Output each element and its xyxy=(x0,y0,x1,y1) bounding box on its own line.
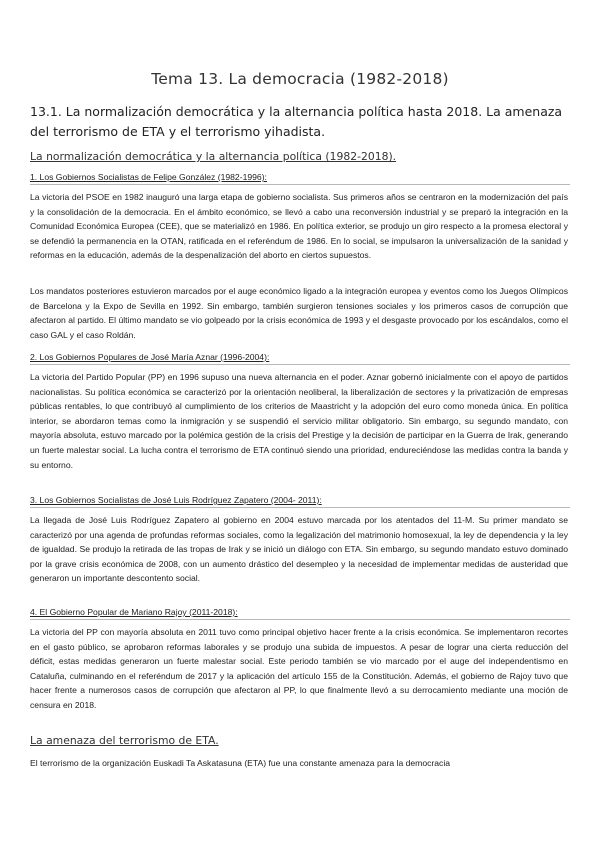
paragraph-gonzalez-1: La victoria del PSOE en 1982 inauguró una larga etapa de gobierno socialista. Sus primeros años se centraron en la modernización del país y la consolidación de la democracia. En el ámbito económico, se llevó a cabo una reconversión industrial y se preparó la integración en la Comunidad Económica Europea (CEE), que se materializó en 1986. En política exterior, se produjo un giro respecto a la promesa electoral y se defendió la permanencia en la OTAN, ratificada en el referéndum de 1986. En lo social, se impulsaron la universalización de la sanidad y reformas en la educación, además de la despenalización del aborto en ciertos supuestos. xyxy=(30,192,568,261)
eta-heading: La amenaza del terrorismo de ETA. xyxy=(30,734,219,747)
divider xyxy=(30,184,570,185)
divider xyxy=(30,619,570,620)
section-heading-zapatero: 3. Los Gobiernos Socialistas de José Luis Rodríguez Zapatero (2004- 2011): xyxy=(30,495,322,505)
section-heading-aznar: 2. Los Gobiernos Populares de José María Aznar (1996-2004): xyxy=(30,352,270,362)
divider xyxy=(30,507,570,508)
paragraph-rajoy: La victoria del PP con mayoría absoluta en 2011 tuvo como principal objetivo hacer frente a la crisis económica. Se implementaron recortes en el gasto público, se aprobaron reformas laborales y se produjo una subida de impuestos. A pesar de lograr una cierta reducción del déficit, estas medidas generaron un fuerte malestar social. Este periodo también se vio marcado por el auge del independentismo en Cataluña, culminando en el referéndum de 2017 y la aplicación del artículo 155 de la Constitución. Además, el gobierno de Rajoy tuvo que hacer frente a numerosos casos de corrupción que afectaron al PP, lo que finalmente llevó a su derrocamiento mediante una moción de censura en 2018. xyxy=(30,627,568,710)
paragraph-eta: El terrorismo de la organización Euskadi Ta Askatasuna (ETA) fue una constante amenaza para la democracia xyxy=(30,758,451,768)
page-title: Tema 13. La democracia (1982-2018) xyxy=(151,70,449,88)
paragraph-gonzalez-2: Los mandatos posteriores estuvieron marcados por el auge económico ligado a la integración europea y eventos como los Juegos Olímpicos de Barcelona y la Expo de Sevilla en 1992. Sin embargo, también surgieron tensiones sociales y los primeros casos de corrupción que afectaron al partido. El último mandato se vio golpeado por la crisis económica de 1993 y el desgaste provocado por los escándalos, como el caso GAL y el caso Roldán. xyxy=(30,286,568,340)
section-heading-gonzalez: 1. Los Gobiernos Socialistas de Felipe González (1982-1996): xyxy=(30,172,267,182)
section-heading-rajoy: 4. El Gobierno Popular de Mariano Rajoy (2011-2018): xyxy=(30,607,238,617)
topic-subtitle: 13.1. La normalización democrática y la alternancia política hasta 2018. La amenaza del terrorismo de ETA y el terrorismo yihadista. xyxy=(30,104,563,139)
paragraph-zapatero: La llegada de José Luis Rodríguez Zapatero al gobierno en 2004 estuvo marcada por los atentados del 11-M. Su primer mandato se caracterizó por una agenda de profundas reformas sociales, como la legalización del matrimonio homosexual, la ley de dependencia y la ley de igualdad. Se produjo la retirada de las tropas de Irak y se inició un diálogo con ETA. Sin embargo, su segundo mandato estuvo dominado por la grave crisis económica de 2008, con un aumento drástico del desempleo y la necesidad de implementar medidas de austeridad que generaron un importante descontento social. xyxy=(30,515,568,584)
divider xyxy=(30,364,570,365)
main-heading: La normalización democrática y la alternancia política (1982-2018). xyxy=(30,150,397,163)
paragraph-aznar: La victoria del Partido Popular (PP) en 1996 supuso una nueva alternancia en el poder. Aznar gobernó inicialmente con el apoyo de partidos nacionalistas. Su política económica se caracterizó por la orientación neoliberal, la liberalización de sectores y la privatización de empresas públicas rentables, lo que contribuyó al cumplimiento de los criterios de Maastricht y la adopción del euro como moneda única. En política interior, se abordaron temas como la inmigración y se suspendió el servicio militar obligatorio. Sin embargo, su segundo mandato, con mayoría absoluta, estuvo marcado por la polémica gestión de la crisis del Prestige y la decisión de participar en la Guerra de Irak, generando un fuerte malestar social. La lucha contra el terrorismo de ETA continuó siendo una prioridad, endureciéndose las medidas contra la banda y su entorno. xyxy=(30,372,568,470)
